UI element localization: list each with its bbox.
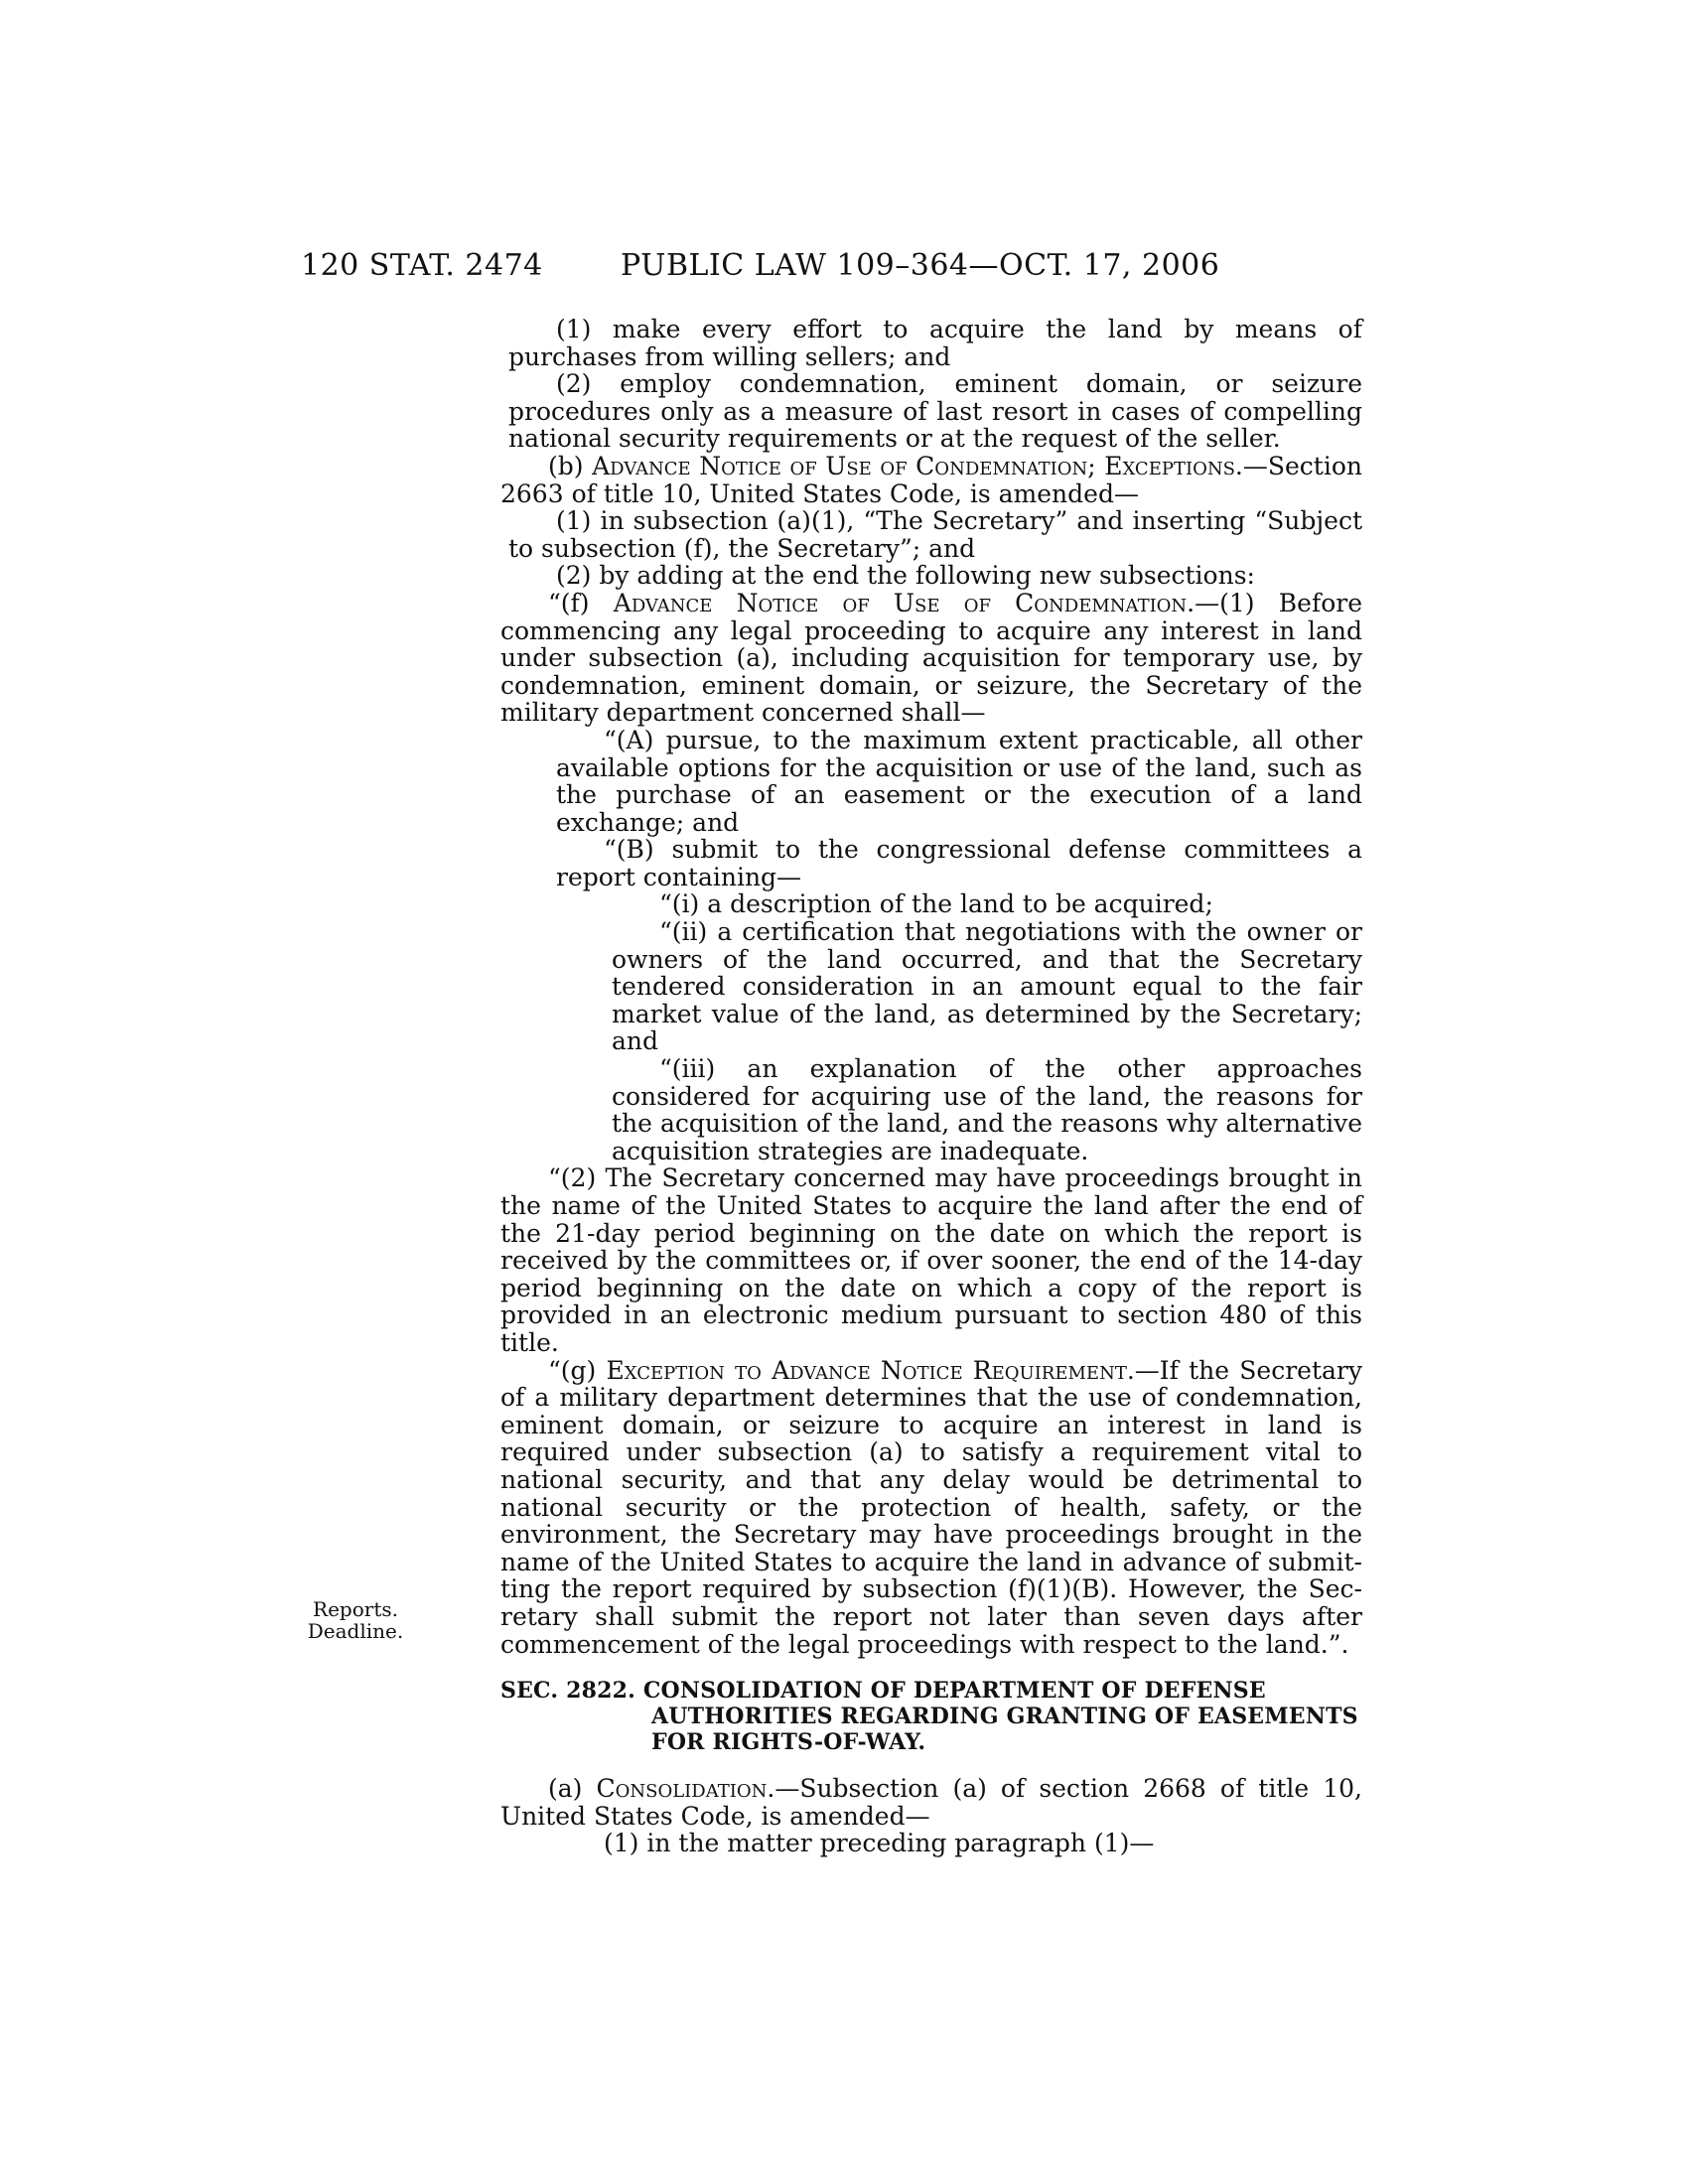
subsection-f-A: “(A) pursue, to the maximum extent practicable, all other available options for the acquisition or use of the land, such as the purchase of an easement or the execution of a land exchange; and — [556, 725, 1362, 837]
subsection-g — [500, 1357, 1362, 1659]
paragraph-b-2: (2) by adding at the end the following new subsections: — [556, 561, 1255, 591]
subsection-f-B-i: “(i) a description of the land to be acquired; — [659, 889, 1213, 919]
paragraph-b — [500, 453, 1362, 507]
paragraph-a-text: —Subsection (a) of section 2668 of title 10, United States Code, is amended— — [500, 1774, 1363, 1831]
subsection-g-prefix: “(g) — [548, 1355, 607, 1385]
body-text — [500, 316, 1362, 1857]
subsection-g-text: —If the Secretary of a military department determines that the use of condemnation, eminent domain, or seizure to acquire an interest in land is required under subsection (a) to satisfy a requirement vital to national security, and that any delay would be detrimental to national security or the protection of health, safety, or the environment, the Secretary may have proceedings brought in the name of the United States to acquire the land in advance of submitting the report required by subsection (f)(1)(B). However, the Secretary shall submit the report not later than seven days after commencement of the legal proceedings with respect to the land.”. — [500, 1355, 1362, 1659]
paragraph-a-prefix: (a) — [548, 1774, 597, 1804]
subsection-f-text: —(1) Before commencing any legal proceeding to acquire any interest in land under subsection (a), including acquisition for temporary use, by condemnation, eminent domain, or seizure, the Secretary of the military department concerned shall— — [500, 588, 1362, 728]
running-header-law-date: PUBLIC LAW 109–364—OCT. 17, 2006 — [621, 248, 1220, 283]
paragraph-1-2: (2) employ condemnation, eminent domain, or seizure procedures only as a measure of last resort in cases of compelling national security requirements or at the request of the seller. — [508, 369, 1362, 454]
paragraph-a-1: (1) in the matter preceding paragraph (1)— — [604, 1829, 1155, 1858]
subsection-f-prefix: “(f) — [548, 588, 614, 617]
paragraph-1-1: (1) make every effort to acquire the land by means of purchases from willing sellers; and — [508, 315, 1362, 371]
paragraph-b-prefix: (b) — [548, 451, 593, 480]
statute-page-reference: 120 STAT. 2474 — [301, 248, 543, 283]
section-heading: SEC. 2822. CONSOLIDATION OF DEPARTMENT OF DEFENSE AUTHORITIES REGARDING GRANTING OF EASEMENTS FOR RIGHTS-OF-WAY. — [500, 1678, 1358, 1756]
subsection-g-heading: Exception to Advance Notice Requirement. — [606, 1355, 1135, 1385]
subsection-f — [500, 590, 1362, 727]
margin-note-deadline: Deadline. — [307, 1619, 404, 1643]
paragraph-b-heading: Advance Notice of Use of Condemnation; Exceptions. — [592, 451, 1243, 480]
margin-note-reports: Reports. — [313, 1597, 398, 1621]
paragraph-b-1: (1) in subsection (a)(1), “The Secretary” and inserting “Subject to subsection (f), the Secretary”; and — [508, 506, 1362, 563]
paragraph-a — [500, 1775, 1362, 1830]
subsection-f-B-iii: “(iii) an explanation of the other approaches considered for acquiring use of the land, the reasons for the acquisition of the land, and the reasons why alternative acquisition strategies are inadequate. — [612, 1054, 1362, 1165]
margin-note — [301, 1598, 410, 1642]
subsection-f-B-ii: “(ii) a certification that negotiations with the owner or owners of the land occurred, and that the Secretary tendered consideration in an amount equal to the fair market value of the land, as determined by the Secretary; and — [612, 917, 1362, 1056]
subsection-f-heading: Advance Notice of Use of Condemnation. — [613, 588, 1196, 617]
subsection-f-B: “(B) submit to the congressional defense committees a report containing— — [556, 835, 1362, 891]
paragraph-b-text: —Section 2663 of title 10, United States Code, is amended— — [500, 451, 1362, 508]
paragraph-a-heading: Consolidation. — [596, 1774, 775, 1804]
subsection-f-2: “(2) The Secretary concerned may have proceedings brought in the name of the United States to acquire the land after the end of the 21-day period beginning on the date on which the report is received by the committees or, if over sooner, the end of the 14-day period beginning on the date on which a copy of the report is provided in an electronic medium pursuant to section 480 of this title. — [500, 1163, 1362, 1357]
